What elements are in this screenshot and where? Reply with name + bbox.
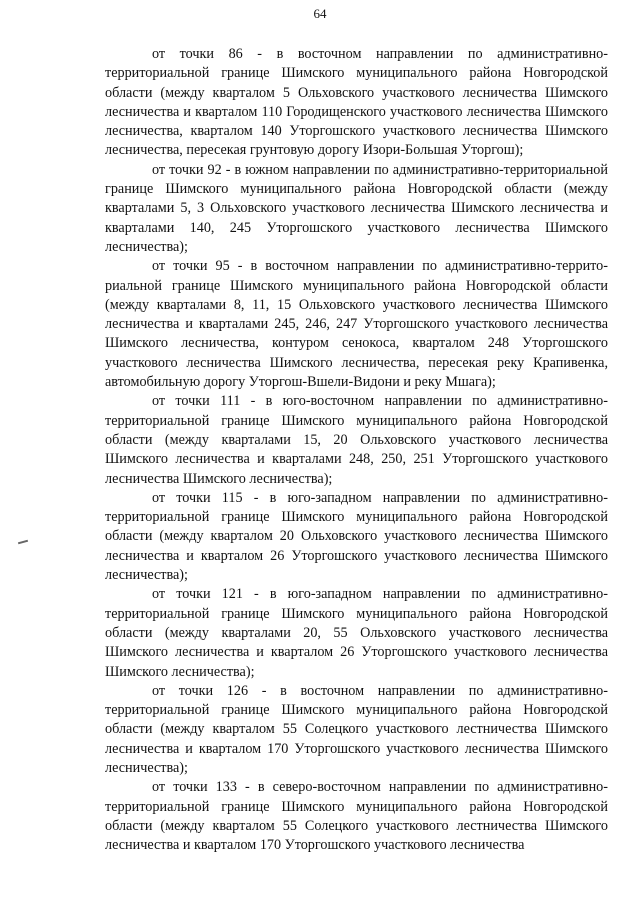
paragraph-point-121: от точки 121 - в юго-западном направлении по административно-территориальной границе Шимского муниципального района Новгородской области (между кварталами 20, 55 Ольховского участкового лесничества Шимского лесничества и кварталом 26 Уторгошского участкового лесничества Шимского лесничества); [105, 586, 608, 680]
paragraph-point-111: от точки 111 - в юго-восточном направлении по административно-территориальной границе Шимского муниципального района Новгородской области (между кварталами 15, 20 Ольховского участкового лесничества Шимского лесничества и кварталами 248, 250, 251 Уторгошского участкового лесничества Шимского лесничества); [105, 393, 608, 487]
paragraph-point-92: от точки 92 - в южном направлении по административно-территориальной границе Шимского муниципального района Новгородской области (между кварталами 5, 3 Ольховского участкового лесничества Шимского лесничества и кварталами 140, 245 Уторгошского участкового лесничества Шимского лесничества); [105, 161, 608, 255]
paragraph-point-115: от точки 115 - в юго-западном направлении по административно-территориальной границе Шимского муниципального района Новгородской области (между кварталом 20 Ольховского участкового лесничества Шимского лесничества и кварталом 26 Уторгошского участкового лесничества Шимского лесничества); [105, 489, 608, 584]
paragraph-point-86: от точки 86 - в восточном направлении по административно-территориальной границе Шимского муниципального района Новгородской области (между кварталом 5 Ольховского участкового лесничества Шимского лесничества и кварталом 110 Городищенского участкового лесничества Шимского лесничества, кварталом 140 Уторгошского участкового лесничества Шимского лесничества, пересекая грунтовую дорогу Изори-Большая Уторгош); [105, 46, 608, 159]
page-number: 64 [313, 6, 327, 21]
margin-mark [18, 540, 28, 545]
paragraph-point-95: от точки 95 - в восточном направлении по административно-территориальной границе Шимского муниципального района Новгородской области (между кварталами 8, 11, 15 Ольховского участкового лесничества Шимского лесничества и кварталами 245, 246, 247 Уторгошского участкового лесничества Шимского лесничества, контуром сенокоса, кварталом 248 Уторгошского участкового лесничества Шимского лесничества, пересекая реку Крапивенка, автомобильную дорогу Уторгош-Вшели-Видони и реку Мшага); [105, 258, 608, 391]
paragraph-point-133: от точки 133 - в северо-восточном направлении по административно-территориальной границе Шимского муниципального района Новгородской области (между кварталом 55 Солецкого участкового лестничества Шимского лесничества и кварталом 170 Уторгошского участкового лесничества [105, 779, 608, 854]
document-body [105, 45, 608, 855]
paragraph-point-126: от точки 126 - в восточном направлении по административно-территориальной границе Шимского муниципального района Новгородской области (между кварталом 55 Солецкого участкового лестничества Шимского лесничества и кварталом 170 Уторгошского участкового лесничества Шимского лесничества); [105, 682, 608, 776]
